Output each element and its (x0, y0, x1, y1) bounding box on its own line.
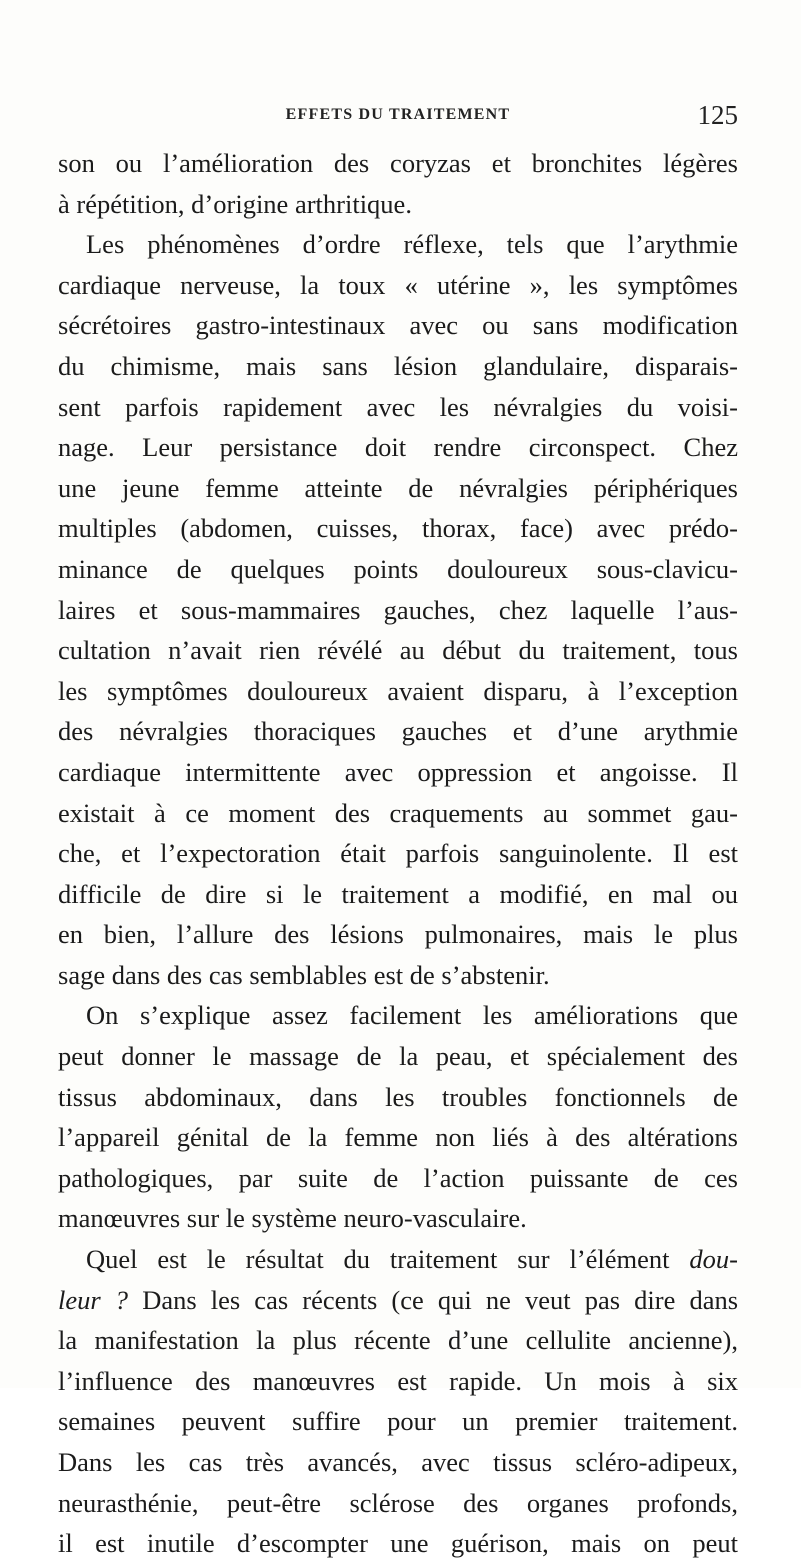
body-text (58, 143, 738, 1564)
text-line: l’appareil génital de la femme non liés à des altérations (58, 1122, 738, 1153)
text-line: manœuvres sur le système neuro-vasculaire. (58, 1203, 527, 1234)
text-line: pathologiques, par suite de l’action puissante de ces (58, 1162, 738, 1193)
text-line (58, 1280, 738, 1321)
text-line: l’influence des manœuvres est rapide. Un mois à six (58, 1365, 738, 1396)
running-head (58, 100, 738, 132)
text-segment: Quel est le résultat du traitement sur l’élément (86, 1244, 670, 1275)
text-line: difficile de dire si le traitement a modifié, en mal ou (58, 878, 738, 909)
text-line: il est inutile d’escompter une guérison, mais on peut (58, 1528, 738, 1559)
text-line: laires et sous-mammaires gauches, chez laquelle l’aus- (58, 594, 738, 625)
text-line: cardiaque nerveuse, la toux « utérine », les symptômes (58, 269, 738, 300)
italic-word: leur ? (58, 1284, 129, 1315)
text-line: à répétition, d’origine arthritique. (58, 188, 412, 219)
text-line: du chimisme, mais sans lésion glandulaire, disparais- (58, 350, 738, 381)
text-line: nage. Leur persistance doit rendre circonspect. Chez (58, 432, 738, 463)
text-line: Dans les cas très avancés, avec tissus scléro-adipeux, (58, 1447, 738, 1477)
text-line: cultation n’avait rien révélé au début du traitement, tous (58, 635, 738, 666)
text-line (58, 1239, 738, 1280)
text-line: Les phénomènes d’ordre réflexe, tels que l’arythmie (86, 229, 738, 260)
text-line: existait à ce moment des craquements au sommet gau- (58, 797, 738, 828)
text-line: des névralgies thoraciques gauches et d’une arythmie (58, 716, 738, 747)
text-line: multiples (abdomen, cuisses, thorax, face) avec prédo- (58, 513, 738, 544)
text-line: une jeune femme atteinte de névralgies périphériques (58, 472, 738, 503)
text-line: sent parfois rapidement avec les névralgies du voisi- (58, 391, 738, 422)
page-number: 125 (697, 100, 738, 130)
text-line: neurasthénie, peut-être sclérose des organes profonds, (58, 1487, 738, 1518)
text-line: semaines peuvent suffire pour un premier traitement. (58, 1406, 738, 1437)
text-line: cardiaque intermittente avec oppression et angoisse. Il (58, 756, 738, 787)
text-line: les symptômes douloureux avaient disparu, à l’exception (58, 675, 738, 706)
text-line: la manifestation la plus récente d’une cellulite ancienne), (58, 1325, 738, 1356)
text-line: peut donner le massage de la peau, et spécialement des (58, 1041, 738, 1072)
text-line: minance de quelques points douloureux sous-clavicu- (58, 553, 738, 584)
italic-word: dou- (689, 1244, 738, 1275)
text-line: On s’explique assez facilement les améliorations que (86, 1000, 738, 1031)
text-line: sécrétoires gastro-intestinaux avec ou sans modification (58, 310, 738, 341)
running-title: EFFETS DU TRAITEMENT (285, 106, 511, 123)
text-line: tissus abdominaux, dans les troubles fonctionnels de (58, 1081, 738, 1112)
text-segment: Dans les cas récents (ce qui ne veut pas dire dans (142, 1284, 739, 1315)
text-line: en bien, l’allure des lésions pulmonaires, mais le plus (58, 919, 738, 950)
text-line: sage dans des cas semblables est de s’abstenir. (58, 959, 550, 990)
text-line: son ou l’amélioration des coryzas et bronchites légères (58, 148, 738, 178)
text-line: che, et l’expectoration était parfois sanguinolente. Il est (58, 838, 738, 869)
